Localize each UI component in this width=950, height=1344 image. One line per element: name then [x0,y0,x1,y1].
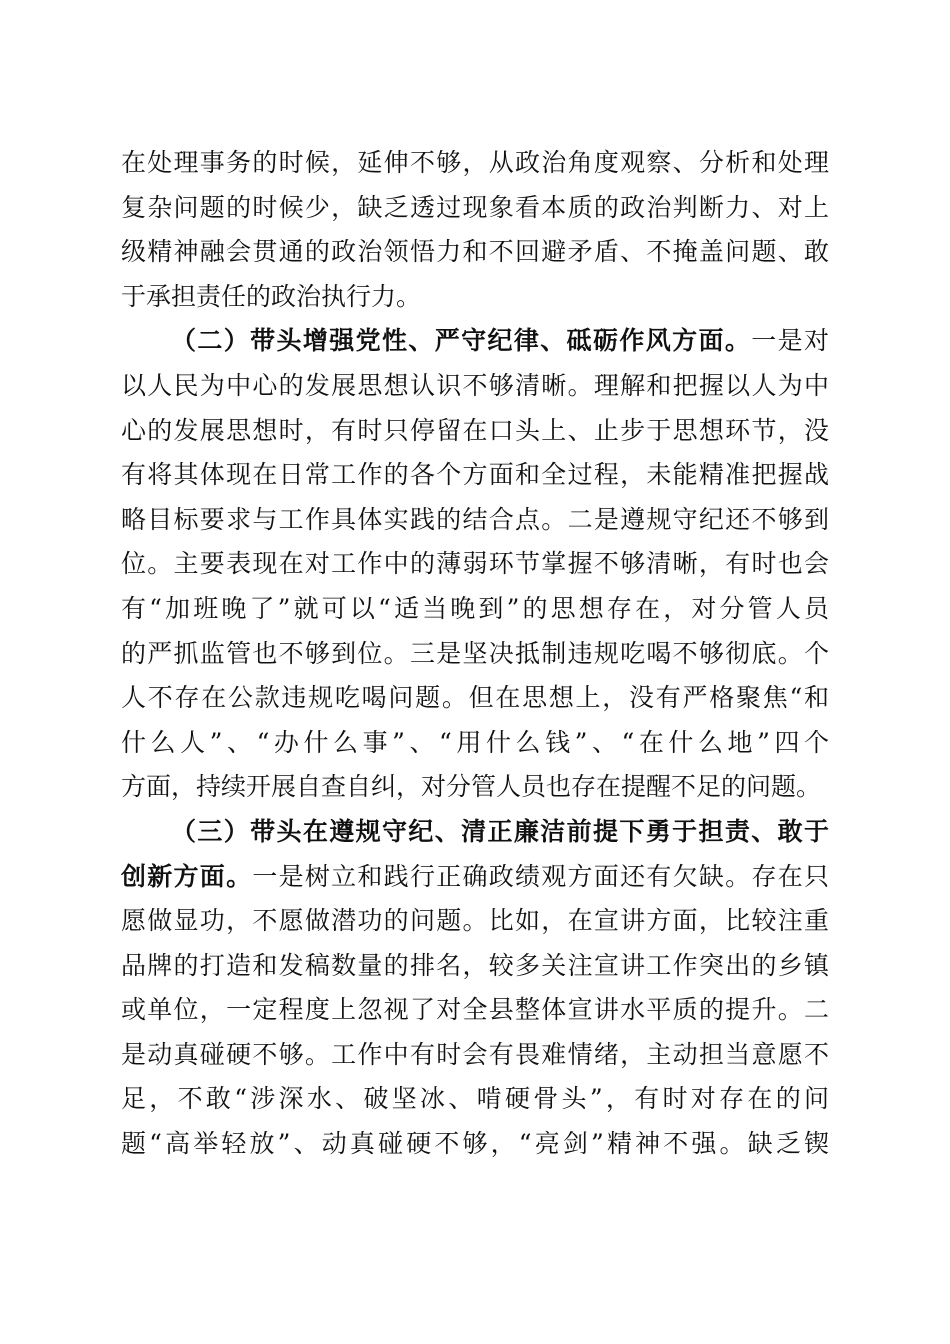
paragraph-2 [121,319,829,810]
section-heading-3-cont: 创新方面。 [121,861,253,891]
text-line: 略目标要求与工作具体实践的结合点。二是遵规守纪还不够到 [121,504,829,534]
text-fragment: 一是对 [751,326,829,356]
text-line: 在处理事务的时候，延伸不够，从政治角度观察、分析和处理 [121,148,829,177]
text-line: 什么人”、“办什么事”、“用什么钱”、“在什么地”四个 [121,727,829,757]
text-line: 足，不敢“涉深水、破坚冰、啃硬骨头”，有时对存在的问 [121,1084,829,1114]
text-line: 愿做显功，不愿做潜功的问题。比如，在宣讲方面，比较注重 [121,906,829,936]
text-line: 位。主要表现在对工作中的薄弱环节掌握不够清晰，有时也会 [121,549,829,579]
text-line [121,855,829,900]
section-heading-2: （二）带头增强党性、严守纪律、砥砺作风方面。 [171,326,752,356]
text-line: 品牌的打造和发稿数量的排名，较多关注宣讲工作突出的乡镇 [121,950,829,980]
text-line: 的严抓监管也不够到位。三是坚决抵制违规吃喝不够彻底。个 [121,638,829,668]
text-line: 有“加班晚了”就可以“适当晚到”的思想存在，对分管人员 [121,593,829,623]
text-line: 或单位，一定程度上忽视了对全县整体宣讲水平质的提升。二 [121,995,829,1025]
text-line: 人不存在公款违规吃喝问题。但在思想上，没有严格聚焦“和 [121,683,829,713]
paragraph-1 [121,141,829,319]
text-line: 题“高举轻放”、动真碰硬不够，“亮剑”精神不强。缺乏锲 [121,1129,829,1159]
text-line: 是动真碰硬不够。工作中有时会有畏难情绪，主动担当意愿不 [121,1039,829,1069]
text-line: 以人民为中心的发展思想认识不够清晰。理解和把握以人为中 [121,370,829,400]
text-line: 心的发展思想时，有时只停留在口头上、止步于思想环节，没 [121,415,829,445]
text-line: 有将其体现在日常工作的各个方面和全过程，未能精准把握战 [121,460,829,490]
text-line [121,319,829,364]
text-line: 于承担责任的政治执行力。 [121,281,422,311]
text-fragment: 一是树立和践行正确政绩观方面还有欠缺。存在只 [252,861,829,891]
document-page [121,141,829,1167]
paragraph-3 [121,810,829,1167]
text-line: 复杂问题的时候少，缺乏透过现象看本质的政治判断力、对上 [121,192,829,222]
text-line: 级精神融会贯通的政治领悟力和不回避矛盾、不掩盖问题、敢 [121,237,829,267]
section-heading-3: （三）带头在遵规守纪、清正廉洁前提下勇于担责、敢于 [171,816,829,846]
text-line: 方面，持续开展自查自纠，对分管人员也存在提醒不足的问题。 [121,772,822,802]
